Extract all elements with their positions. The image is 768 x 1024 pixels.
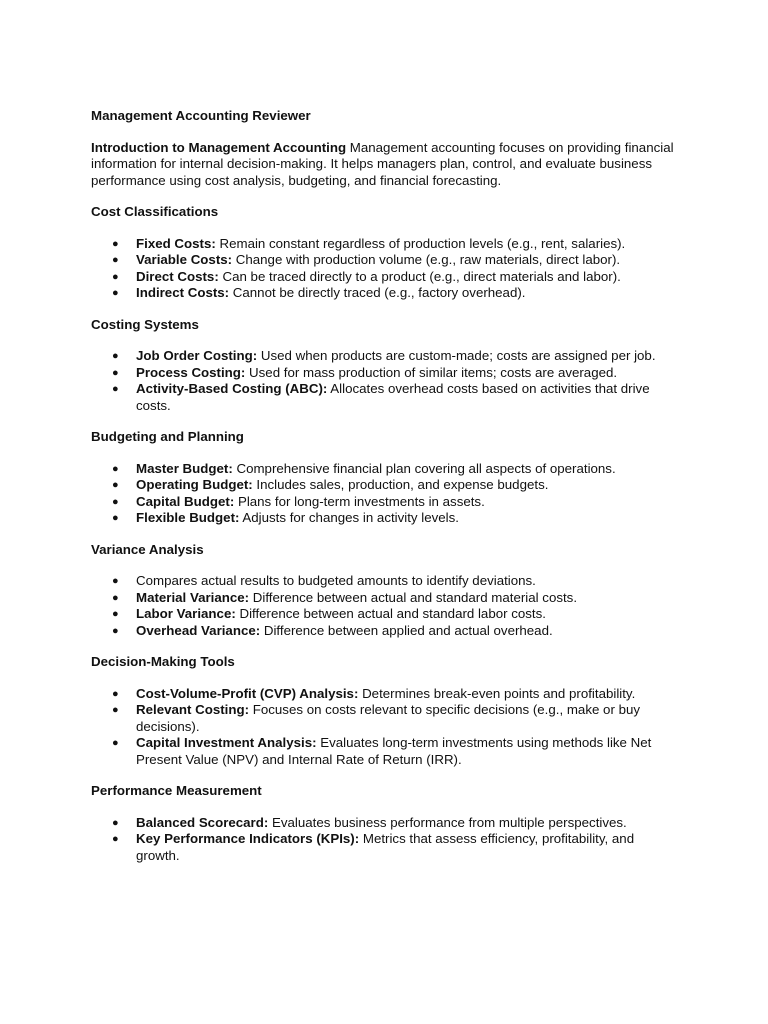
document-title: Management Accounting Reviewer (91, 108, 311, 123)
list-item (91, 461, 681, 478)
bullet-icon: ● (112, 462, 119, 475)
list-item (91, 252, 681, 269)
bullet-icon: ● (112, 687, 119, 700)
item-term: Activity-Based Costing (ABC): (136, 381, 328, 396)
item-term: Process Costing: (136, 364, 246, 380)
bullet-icon: ● (112, 575, 119, 587)
item-text: Change with production volume (e.g., raw materials, direct labor). (232, 252, 621, 267)
bullet-icon: ● (112, 237, 119, 250)
list-item (91, 815, 681, 832)
document-page (91, 108, 681, 879)
bullet-list (91, 461, 681, 527)
bullet-icon: ● (112, 366, 119, 379)
item-term: Master Budget: (136, 460, 233, 476)
item-term: Cost-Volume-Profit (CVP) Analysis: (136, 685, 359, 701)
list-item (91, 623, 681, 640)
item-text: Determines break-even points and profitability. (358, 685, 636, 701)
item-text: Focuses on costs relevant to specific decisions (e.g., make or buy decisions). (136, 702, 641, 734)
section-costing-systems (91, 317, 681, 415)
section-heading: Decision-Making Tools (91, 654, 235, 669)
bullet-icon: ● (112, 624, 119, 637)
item-term: Variable Costs: (136, 252, 233, 267)
list-item (91, 269, 681, 286)
item-text: Comprehensive financial plan covering all aspects of operations. (232, 460, 616, 476)
section-heading: Performance Measurement (91, 783, 262, 798)
item-text: Difference between applied and actual overhead. (260, 622, 553, 638)
item-text: Adjusts for changes in activity levels. (239, 510, 459, 525)
item-term: Relevant Costing: (136, 702, 250, 717)
bullet-icon: ● (112, 704, 119, 716)
bullet-icon: ● (112, 495, 119, 508)
list-item (91, 494, 681, 511)
item-term: Flexible Budget: (136, 510, 240, 525)
item-text: Metrics that assess efficiency, profitability, and growth. (136, 831, 635, 863)
sections-container (91, 204, 681, 864)
item-text: Includes sales, production, and expense budgets. (252, 477, 549, 492)
section-cost-classifications (91, 204, 681, 302)
list-item (91, 702, 681, 735)
bullet-list (91, 348, 681, 414)
bullet-icon: ● (112, 833, 119, 845)
intro-text: Management accounting focuses on providing financial information for internal decision-making. It helps managers plan, control, and evaluate business performance using cost analysis, budgeting, and financial forecasting. (91, 139, 674, 188)
item-term: Key Performance Indicators (KPIs): (136, 831, 360, 846)
bullet-icon: ● (112, 737, 119, 749)
bullet-icon: ● (112, 350, 119, 362)
item-text: Cannot be directly traced (e.g., factory overhead). (229, 285, 526, 300)
item-text: Compares actual results to budgeted amounts to identify deviations. (136, 573, 536, 588)
bullet-list (91, 236, 681, 302)
item-term: Balanced Scorecard: (136, 814, 269, 830)
item-term: Direct Costs: (136, 268, 219, 284)
section-heading: Cost Classifications (91, 204, 219, 219)
item-text: Evaluates long-term investments using methods like Net Present Value (NPV) and Internal Rate of Return (IRR). (136, 735, 652, 767)
item-text: Allocates overhead costs based on activities that drive costs. (136, 381, 650, 413)
bullet-icon: ● (112, 591, 119, 604)
bullet-icon: ● (112, 383, 119, 395)
item-text: Plans for long-term investments in assets. (234, 493, 485, 509)
section-decision-making-tools (91, 654, 681, 768)
item-term: Overhead Variance: (136, 622, 261, 638)
item-text: Difference between actual and standard labor costs. (235, 606, 546, 621)
item-text: Used when products are custom-made; costs are assigned per job. (257, 348, 656, 363)
section-heading: Costing Systems (91, 316, 199, 332)
list-item (91, 381, 681, 414)
section-heading: Budgeting and Planning (91, 429, 244, 444)
item-term: Material Variance: (136, 589, 250, 605)
section-variance-analysis (91, 542, 681, 640)
item-text: Evaluates business performance from multiple perspectives. (268, 814, 627, 830)
intro-paragraph (91, 140, 681, 190)
bullet-icon: ● (112, 479, 119, 491)
section-heading: Variance Analysis (91, 541, 204, 557)
item-term: Indirect Costs: (136, 285, 230, 300)
bullet-icon: ● (112, 512, 119, 524)
list-item (91, 686, 681, 703)
list-item (91, 285, 681, 302)
list-item (91, 348, 681, 365)
bullet-list (91, 573, 681, 639)
item-term: Operating Budget: (136, 477, 253, 492)
list-item (91, 365, 681, 382)
item-text: Used for mass production of similar items; costs are averaged. (245, 364, 618, 380)
section-performance-measurement (91, 783, 681, 864)
item-term: Capital Budget: (136, 493, 235, 509)
item-term: Fixed Costs: (136, 235, 216, 251)
bullet-icon: ● (112, 608, 119, 620)
item-text: Remain constant regardless of production levels (e.g., rent, salaries). (215, 235, 626, 251)
bullet-list (91, 686, 681, 769)
item-term: Labor Variance: (136, 606, 236, 621)
list-item (91, 590, 681, 607)
list-item (91, 735, 681, 768)
list-item (91, 831, 681, 864)
list-item (91, 573, 681, 590)
item-text: Difference between actual and standard material costs. (249, 589, 578, 605)
section-budgeting-and-planning (91, 429, 681, 527)
item-text: Can be traced directly to a product (e.g., direct materials and labor). (218, 268, 621, 284)
bullet-icon: ● (112, 816, 119, 829)
item-term: Capital Investment Analysis: (136, 735, 317, 750)
intro-term: Introduction to Management Accounting (91, 139, 347, 155)
list-item (91, 236, 681, 253)
bullet-icon: ● (112, 254, 119, 266)
list-item (91, 510, 681, 527)
item-term: Job Order Costing: (136, 348, 258, 363)
bullet-icon: ● (112, 287, 119, 299)
list-item (91, 606, 681, 623)
list-item (91, 477, 681, 494)
bullet-list (91, 815, 681, 865)
bullet-icon: ● (112, 270, 119, 283)
